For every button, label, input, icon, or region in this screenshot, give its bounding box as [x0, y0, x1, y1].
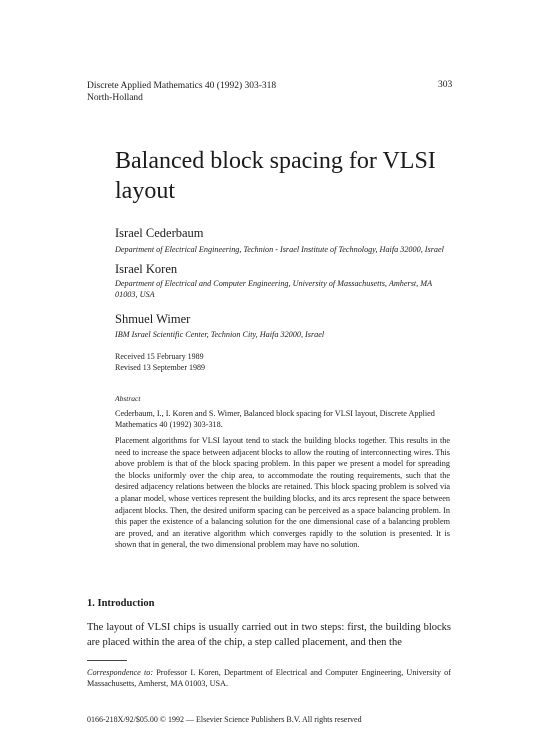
submission-dates: [115, 352, 205, 373]
journal-line-2: North-Holland: [87, 93, 143, 103]
paper-title: Balanced block spacing for VLSI layout: [115, 148, 436, 204]
footnote-text: Professor I. Koren, Department of Electrical and Computer Engineering, University of Massachusetts, Amherst, MA 01003, USA.: [87, 668, 451, 689]
author-name: Israel Cederbaum: [115, 226, 204, 240]
author-name: Israel Koren: [115, 262, 178, 276]
author-affiliation: Department of Electrical and Computer Engineering, University of Massachusetts, Amherst, MA 01003, USA: [115, 279, 432, 299]
journal-line-1: Discrete Applied Mathematics 40 (1992) 303-318: [87, 81, 277, 91]
section-heading: 1. Introduction: [87, 598, 155, 609]
author-affiliation: IBM Israel Scientific Center, Technion City, Haifa 32000, Israel: [115, 330, 325, 339]
page-number: 303: [438, 80, 453, 90]
copyright-line: 0166-218X/92/$05.00 © 1992 — Elsevier Science Publishers B.V. All rights reserved: [87, 715, 362, 724]
author-affiliation: Department of Electrical Engineering, Technion - Israel Institute of Technology, Haifa 32000, Israel: [115, 245, 444, 254]
abstract-body: Placement algorithms for VLSI layout tend to stack the building blocks together. This results in the need to increase the space between adjacent blocks to allow the routing of interconnecting wires. This above problem is that of the block spacing problem. In this paper we present a model for spreading the blocks uniformly over the chip area, to accommodate the routing requirements, such that the desired adjacency relations between the blocks are retained. This block spacing problem is solved via a planar model, whose vertices represent the building blocks, and its arcs represent the space between adjacent blocks. Then, the desired uniform spacing can be perceived as a space balancing problem. In this paper the existence of a balancing solution for the one dimensional case of a balancing problem are proved, and an iterative algorithm which converges rapidly to the solution is presented. It is shown that in general, the two dimensional problem may have no solution.: [115, 436, 450, 550]
journal-citation: [87, 80, 276, 104]
footnote-label: Correspondence to:: [87, 668, 154, 677]
abstract-citation: Cederbaum, I., I. Koren and S. Wimer, Balanced block spacing for VLSI layout, Discrete Applied Mathematics 40 (1992) 303-318.: [115, 409, 435, 429]
footnote-divider: [87, 660, 127, 661]
correspondence-footnote: [87, 667, 451, 690]
abstract-heading: Abstract: [115, 394, 141, 403]
author-name: Shmuel Wimer: [115, 312, 191, 326]
revised-date: Revised 13 September 1989: [115, 362, 205, 372]
received-date: Received 15 February 1989: [115, 352, 204, 361]
section-text: The layout of VLSI chips is usually carried out in two steps: first, the building blocks are placed within the area of the chip, a step called placement, and then the: [87, 622, 451, 648]
